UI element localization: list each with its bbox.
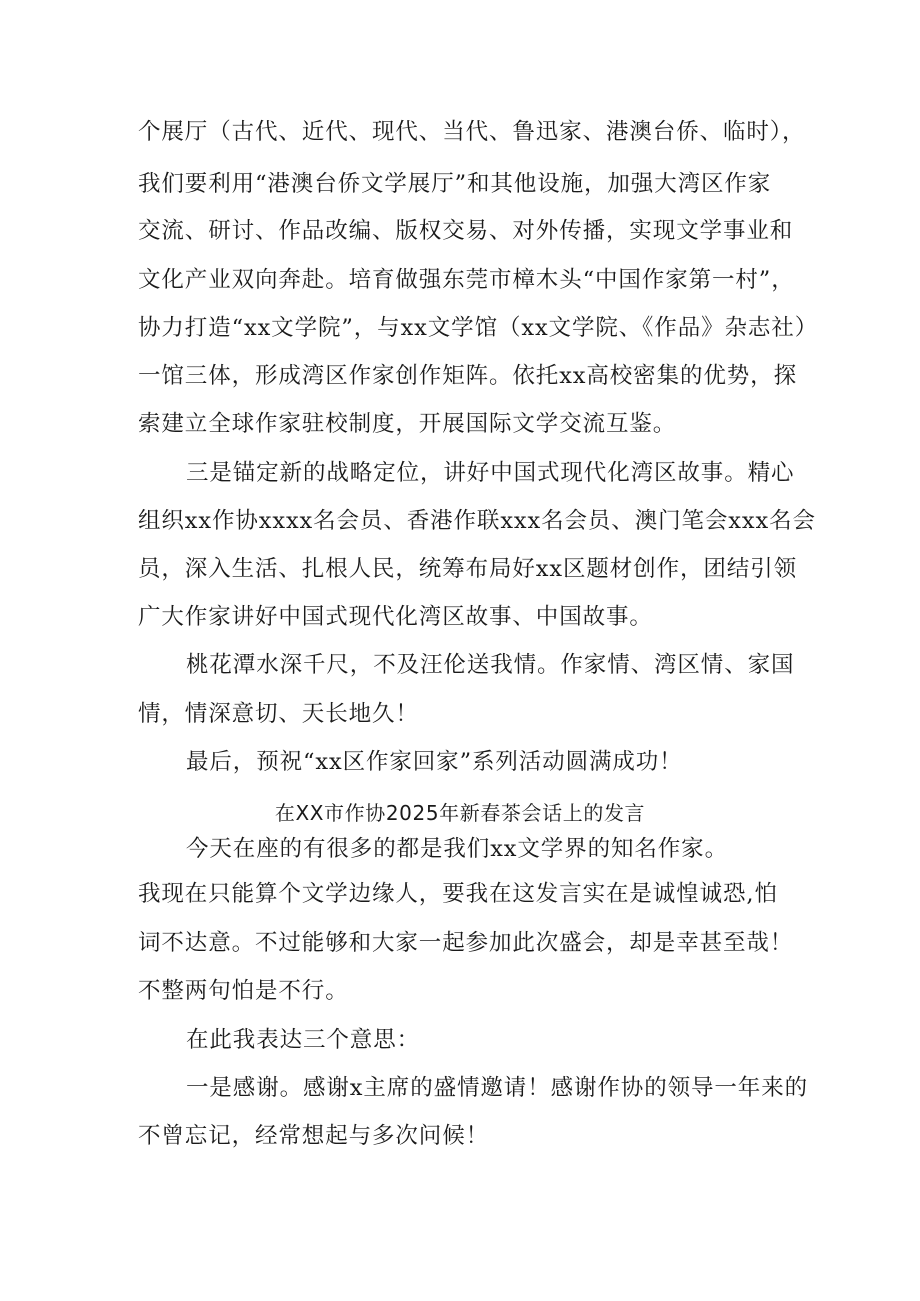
text-line: 情，情深意切、天长地久！ <box>138 701 419 727</box>
text-line: 广大作家讲好中国式现代化湾区故事、中国故事。 <box>138 604 653 630</box>
text-line: 今天在座的有很多的都是我们xx文学界的知名作家。 <box>186 836 728 862</box>
text-line: 三是锚定新的战略定位，讲好中国式现代化湾区故事。精心 <box>186 460 795 486</box>
text-line: 个展厅（古代、近代、现代、当代、鲁迅家、港澳台侨、临时）， <box>138 119 806 145</box>
text-line: 文化产业双向奔赴。培育做强东莞市樟木头“中国作家第一村”， <box>138 267 795 293</box>
text-line: 员，深入生活、扎根人民，统筹布局好xx区题材创作，团结引领 <box>138 556 797 582</box>
text-line: 桃花潭水深千尺，不及汪伦送我情。作家情、湾区情、家国 <box>186 652 795 678</box>
speech-title: 在XX市作协2025年新春茶会话上的发言 <box>274 801 646 825</box>
text-line: 一馆三体，形成湾区作家创作矩阵。依托xx高校密集的优势，探 <box>138 363 797 389</box>
text-line: 协力打造“xx文学院”，与xx文学馆（xx文学院、《作品》杂志社） <box>138 315 819 341</box>
text-line: 不曾忘记，经常想起与多次问候！ <box>138 1123 490 1149</box>
text-line: 不整两句怕是不行。 <box>138 978 349 1004</box>
text-line: 组织xx作协xxxx名会员、香港作联xxx名会员、澳门笔会xxx名会 <box>138 508 816 534</box>
text-line: 在此我表达三个意思： <box>186 1027 421 1053</box>
text-line: 索建立全球作家驻校制度，开展国际文学交流互鉴。 <box>138 411 677 437</box>
text-line: 一是感谢。感谢x主席的盛情邀请！感谢作协的领导一年来的 <box>186 1075 808 1101</box>
closing-line: 最后，预祝“xx区作家回家”系列活动圆满成功！ <box>186 749 683 775</box>
text-line: 交流、研讨、作品改编、版权交易、对外传播，实现文学事业和 <box>138 218 794 244</box>
text-line: 我们要利用“港澳台侨文学展厅”和其他设施，加强大湾区作家 <box>138 171 772 197</box>
text-line: 词不达意。不过能够和大家一起参加此次盛会，却是幸甚至哉！ <box>138 930 794 956</box>
text-line: 我现在只能算个文学边缘人，要我在这发言实在是诚惶诚恐,怕 <box>138 881 778 907</box>
